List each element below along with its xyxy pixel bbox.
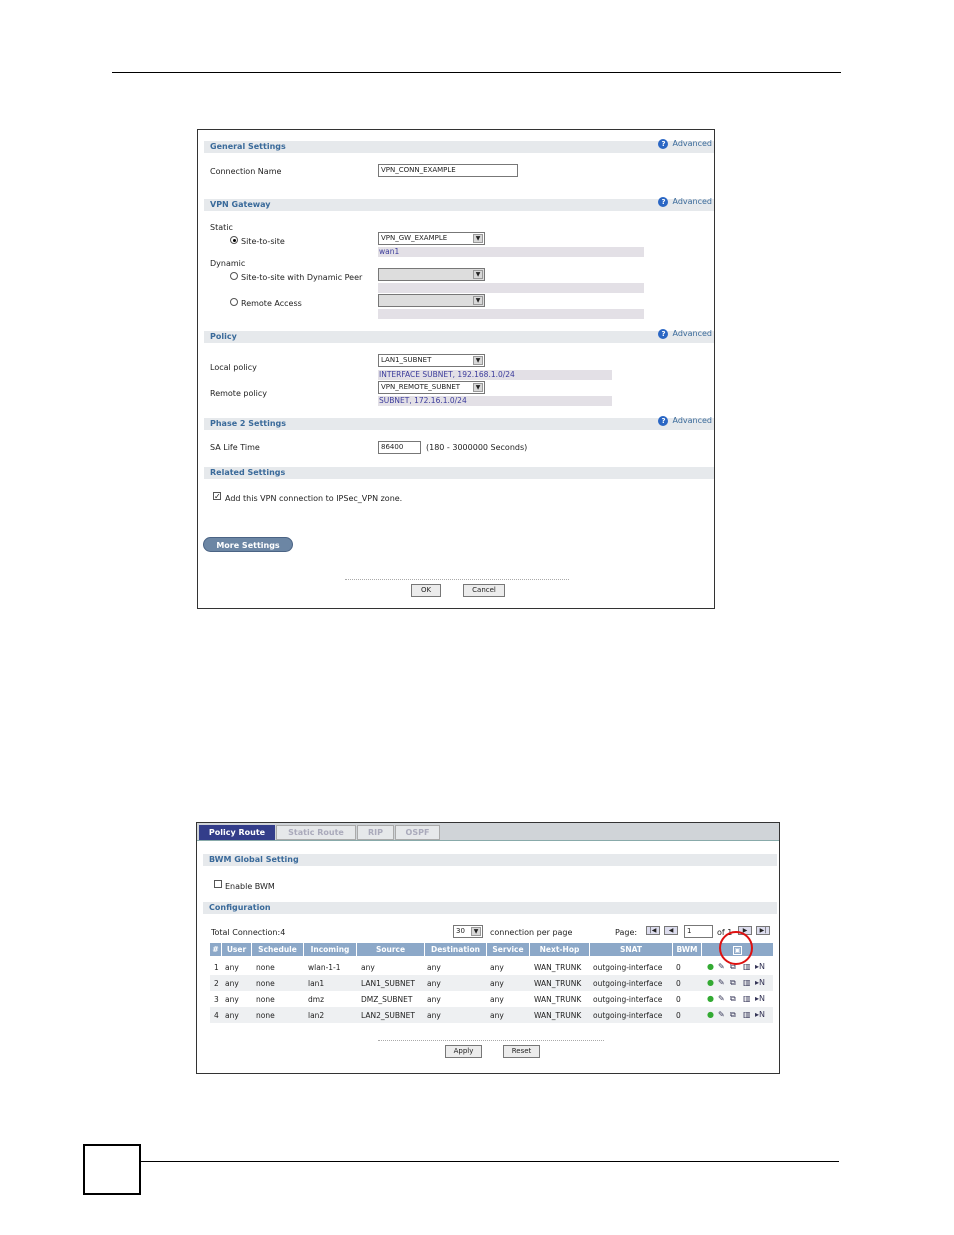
cell-next-hop: WAN_TRUNK — [534, 1011, 582, 1020]
cell-service: any — [490, 995, 504, 1004]
active-bulb-icon[interactable]: ● — [707, 1010, 714, 1019]
remote-access-select — [378, 294, 485, 307]
chevron-down-icon: ▼ — [473, 270, 483, 279]
edit-icon[interactable]: ✎ — [718, 962, 725, 971]
cancel-button[interactable]: Cancel — [463, 584, 505, 597]
connection-name-label: Connection Name — [210, 167, 282, 176]
col-incoming[interactable]: Incoming — [304, 943, 357, 956]
help-icon: ? — [658, 329, 668, 339]
chevron-down-icon: ▼ — [473, 383, 483, 392]
gateway-info: wan1 — [378, 247, 644, 257]
col-bwm[interactable]: BWM — [673, 943, 702, 956]
cell-bwm: 0 — [676, 979, 681, 988]
cell-number: 1 — [214, 963, 219, 972]
sa-life-time-input[interactable]: 86400 — [378, 441, 421, 454]
col-next-hop[interactable]: Next-Hop — [530, 943, 590, 956]
policy-route-panel — [196, 822, 780, 1074]
table-row[interactable] — [210, 959, 773, 975]
remote-policy-select[interactable]: VPN_REMOTE_SUBNET ▼ — [378, 381, 485, 394]
col-user[interactable]: User — [222, 943, 252, 956]
cell-bwm: 0 — [676, 995, 681, 1004]
apply-button[interactable]: Apply — [445, 1045, 482, 1058]
cell-incoming: wlan-1-1 — [308, 963, 341, 972]
table-row[interactable] — [210, 975, 773, 991]
remote-policy-info: SUBNET, 172.16.1.0/24 — [378, 396, 612, 406]
table-header — [210, 943, 773, 956]
last-page-icon[interactable]: ▶| — [756, 926, 770, 935]
policy-header — [204, 331, 714, 343]
delete-icon[interactable]: ▥ — [743, 994, 751, 1003]
help-icon: ? — [658, 139, 668, 149]
cell-snat: outgoing-interface — [593, 1011, 663, 1020]
local-policy-select[interactable]: LAN1_SUBNET ▼ — [378, 354, 485, 367]
section-title: Policy — [210, 332, 237, 341]
advanced-link[interactable]: ? Advanced — [658, 329, 712, 339]
chevron-down-icon: ▼ — [473, 356, 483, 365]
table-row[interactable] — [210, 1007, 773, 1023]
active-bulb-icon[interactable]: ● — [707, 994, 714, 1003]
help-icon: ? — [658, 197, 668, 207]
section-title: BWM Global Setting — [209, 855, 299, 864]
move-to-icon[interactable]: ▸N — [755, 978, 765, 987]
table-row[interactable] — [210, 991, 773, 1007]
highlight-circle — [719, 931, 753, 965]
total-connection: Total Connection:4 — [211, 928, 286, 937]
divider — [345, 579, 569, 580]
section-title: VPN Gateway — [210, 200, 271, 209]
move-to-icon[interactable]: ▸N — [755, 1010, 765, 1019]
col-number[interactable]: # — [210, 943, 222, 956]
page-label: Page: — [615, 928, 638, 937]
static-label: Static — [210, 223, 233, 232]
copy-icon[interactable]: ⧉ — [730, 994, 736, 1003]
cell-user: any — [225, 995, 239, 1004]
copy-icon[interactable]: ⧉ — [730, 962, 736, 971]
cell-schedule: none — [256, 979, 275, 988]
per-page-select[interactable]: 30 ▼ — [453, 925, 483, 938]
active-bulb-icon[interactable]: ● — [707, 978, 714, 987]
bwm-header — [203, 854, 777, 866]
sa-life-time-hint: (180 - 3000000 Seconds) — [426, 443, 528, 452]
edit-icon[interactable]: ✎ — [718, 978, 725, 987]
site-to-site-label: Site-to-site — [241, 237, 285, 246]
cell-snat: outgoing-interface — [593, 995, 663, 1004]
delete-icon[interactable]: ▥ — [743, 962, 751, 971]
cell-destination: any — [427, 979, 441, 988]
cell-incoming: dmz — [308, 995, 325, 1004]
cell-bwm: 0 — [676, 963, 681, 972]
ipsec-zone-label: Add this VPN connection to IPSec_VPN zone. — [225, 494, 403, 503]
delete-icon[interactable]: ▥ — [743, 1010, 751, 1019]
move-to-icon[interactable]: ▸N — [755, 962, 765, 971]
first-page-icon[interactable]: |◀ — [646, 926, 660, 935]
vpn-gateway-header — [204, 199, 714, 211]
remote-access-info — [378, 309, 644, 319]
cell-schedule: none — [256, 1011, 275, 1020]
more-settings-button[interactable]: More Settings — [203, 537, 293, 552]
col-snat[interactable]: SNAT — [590, 943, 673, 956]
header-rule — [112, 72, 841, 73]
phase2-header — [204, 418, 714, 430]
tab-static-route[interactable]: Static Route — [276, 825, 356, 840]
cell-bwm: 0 — [676, 1011, 681, 1020]
cell-user: any — [225, 963, 239, 972]
tab-policy-route[interactable]: Policy Route — [199, 825, 275, 840]
dynamic-label: Dynamic — [210, 259, 246, 268]
cell-source: DMZ_SUBNET — [361, 995, 413, 1004]
local-policy-label: Local policy — [210, 363, 257, 372]
site-to-site-radio[interactable] — [230, 236, 238, 244]
tab-rip[interactable]: RIP — [357, 825, 394, 840]
related-settings-header — [204, 467, 714, 479]
cell-number: 4 — [214, 1011, 219, 1020]
cell-number: 3 — [214, 995, 219, 1004]
advanced-link[interactable]: ? Advanced — [658, 197, 712, 207]
cell-schedule: none — [256, 963, 275, 972]
page-of-label: of 1 — [717, 928, 733, 937]
advanced-link[interactable]: ? Advanced — [658, 416, 712, 426]
tab-ospf[interactable]: OSPF — [395, 825, 440, 840]
prev-page-icon[interactable]: ◀ — [664, 926, 678, 935]
section-title: Configuration — [209, 903, 271, 912]
vpn-connection-panel — [197, 129, 715, 609]
cell-incoming: lan1 — [308, 979, 325, 988]
cell-next-hop: WAN_TRUNK — [534, 979, 582, 988]
connection-name-input[interactable]: VPN_CONN_EXAMPLE — [378, 164, 518, 177]
advanced-link[interactable]: ? Advanced — [658, 139, 712, 149]
cell-source: any — [361, 963, 375, 972]
section-title: General Settings — [210, 142, 286, 151]
cell-destination: any — [427, 1011, 441, 1020]
chevron-down-icon: ▼ — [473, 296, 483, 305]
divider — [378, 1040, 604, 1041]
active-bulb-icon[interactable]: ● — [707, 962, 714, 971]
move-to-icon[interactable]: ▸N — [755, 994, 765, 1003]
chevron-down-icon: ▼ — [471, 927, 481, 936]
dynamic-peer-info — [378, 283, 644, 293]
configuration-header — [203, 902, 777, 914]
cell-next-hop: WAN_TRUNK — [534, 995, 582, 1004]
move-icon[interactable]: ▣ — [734, 947, 741, 954]
next-page-icon[interactable]: ▶ — [738, 926, 752, 935]
cell-source: LAN2_SUBNET — [361, 1011, 415, 1020]
dynamic-peer-radio[interactable] — [230, 272, 238, 280]
edit-icon[interactable]: ✎ — [718, 994, 725, 1003]
general-settings-header — [204, 141, 714, 153]
local-policy-info: INTERFACE SUBNET, 192.168.1.0/24 — [378, 370, 612, 380]
reset-button[interactable]: Reset — [503, 1045, 540, 1058]
col-source[interactable]: Source — [357, 943, 425, 956]
cell-source: LAN1_SUBNET — [361, 979, 415, 988]
copy-icon[interactable]: ⧉ — [730, 1010, 736, 1019]
per-page-label: connection per page — [490, 928, 573, 937]
remote-access-radio[interactable] — [230, 298, 238, 306]
dynamic-peer-label: Site-to-site with Dynamic Peer — [241, 273, 363, 282]
cell-schedule: none — [256, 995, 275, 1004]
cell-destination: any — [427, 963, 441, 972]
cell-next-hop: WAN_TRUNK — [534, 963, 582, 972]
sa-life-time-label: SA Life Time — [210, 443, 260, 452]
ok-button[interactable]: OK — [411, 584, 441, 597]
enable-bwm-checkbox[interactable] — [214, 880, 222, 888]
help-icon: ? — [658, 416, 668, 426]
cell-user: any — [225, 1011, 239, 1020]
col-destination[interactable]: Destination — [425, 943, 487, 956]
tab-strip — [197, 823, 779, 841]
cell-destination: any — [427, 995, 441, 1004]
cell-number: 2 — [214, 979, 219, 988]
copy-icon[interactable]: ⧉ — [730, 978, 736, 987]
section-title: Related Settings — [210, 468, 286, 477]
dynamic-peer-select — [378, 268, 485, 281]
edit-icon[interactable]: ✎ — [718, 1010, 725, 1019]
cell-incoming: lan2 — [308, 1011, 325, 1020]
cell-service: any — [490, 963, 504, 972]
chevron-down-icon: ▼ — [473, 234, 483, 243]
cell-user: any — [225, 979, 239, 988]
col-service[interactable]: Service — [487, 943, 530, 956]
ipsec-zone-checkbox[interactable]: ✓ — [214, 492, 221, 501]
remote-policy-label: Remote policy — [210, 389, 267, 398]
delete-icon[interactable]: ▥ — [743, 978, 751, 987]
section-title: Phase 2 Settings — [210, 419, 287, 428]
remote-access-label: Remote Access — [241, 299, 302, 308]
cell-service: any — [490, 979, 504, 988]
cell-snat: outgoing-interface — [593, 979, 663, 988]
page-number-box — [83, 1144, 141, 1195]
vpn-gateway-select[interactable]: VPN_GW_EXAMPLE ▼ — [378, 232, 485, 245]
page-input[interactable]: 1 — [684, 925, 713, 938]
col-schedule[interactable]: Schedule — [252, 943, 304, 956]
cell-service: any — [490, 1011, 504, 1020]
enable-bwm-label: Enable BWM — [225, 882, 275, 891]
cell-snat: outgoing-interface — [593, 963, 663, 972]
footer-rule — [140, 1161, 839, 1162]
